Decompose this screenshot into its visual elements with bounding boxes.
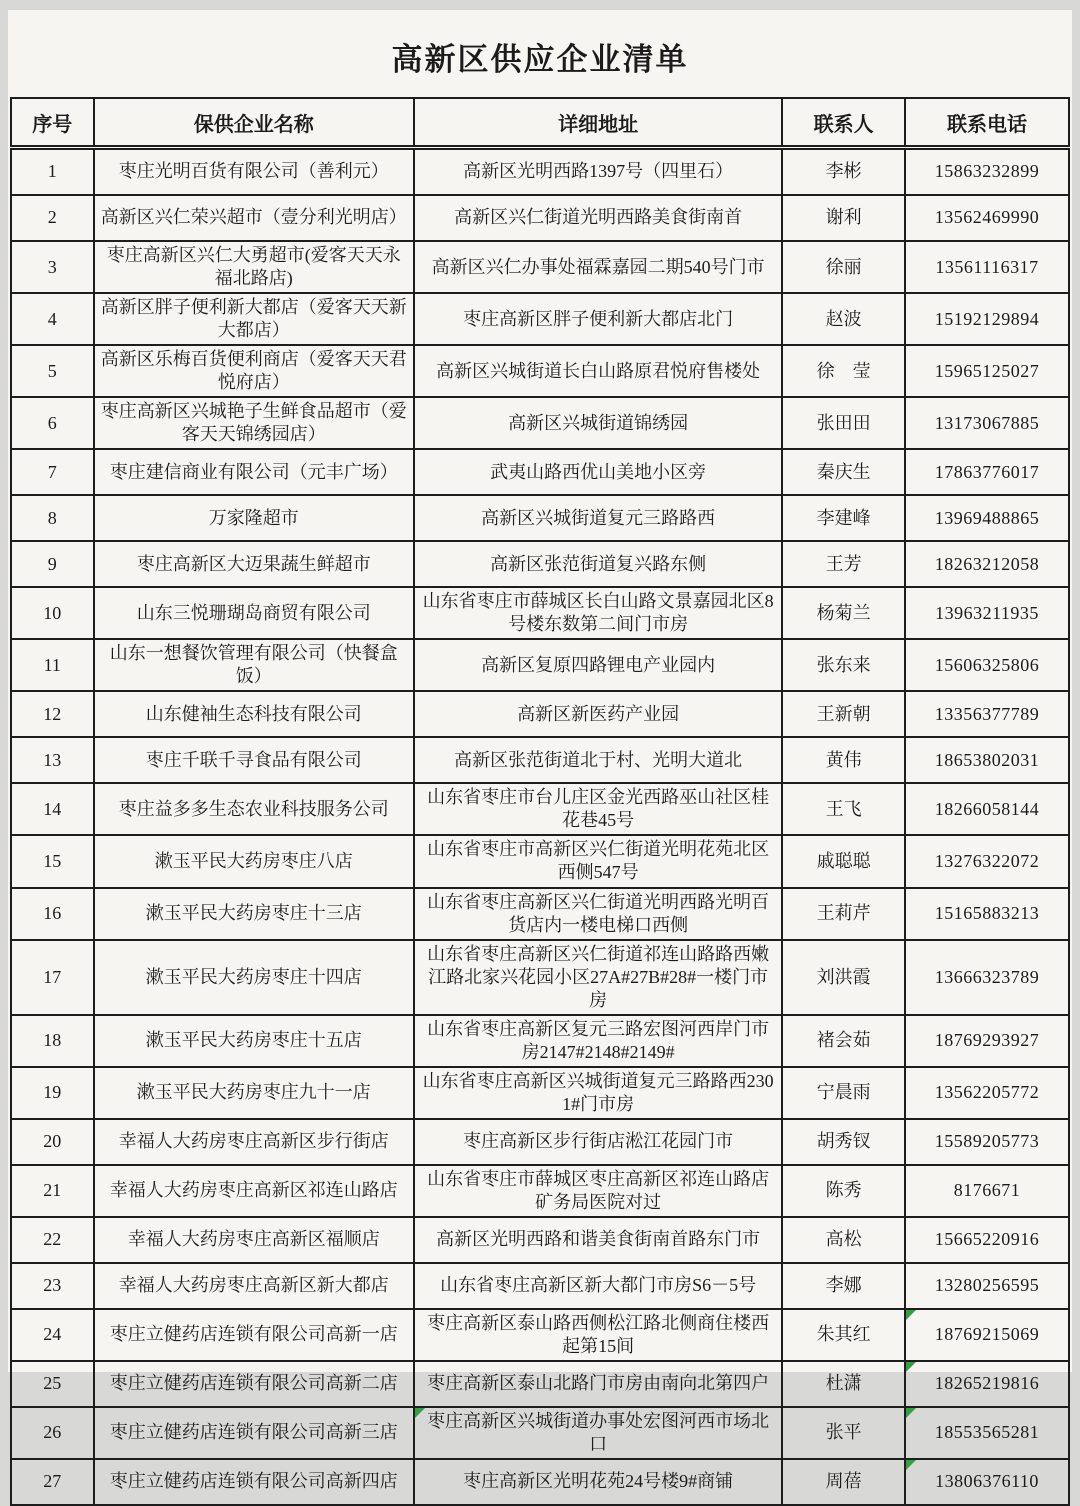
- row-no: 5: [11, 345, 94, 397]
- table-row: [11, 148, 1069, 196]
- row-phone: 15589205773: [905, 1119, 1069, 1165]
- table-header: [11, 98, 1069, 148]
- row-contact: 徐 莹: [782, 345, 905, 397]
- row-contact: 徐丽: [782, 241, 905, 293]
- row-no: 19: [11, 1067, 94, 1119]
- cell-comment-marker-icon: [906, 1310, 916, 1320]
- row-no: 24: [11, 1309, 94, 1361]
- row-contact: 张东来: [782, 639, 905, 691]
- row-phone: 18265219816: [905, 1361, 1069, 1407]
- row-contact: 朱其红: [782, 1309, 905, 1361]
- row-contact: 黄伟: [782, 737, 905, 783]
- row-no: 14: [11, 783, 94, 835]
- row-name: 枣庄立健药店连锁有限公司高新三店: [94, 1407, 415, 1459]
- row-name: 山东三悦珊瑚岛商贸有限公司: [94, 587, 415, 639]
- row-address: 山东省枣庄市薛城区长白山路文景嘉园北区8号楼东数第二间门市房: [414, 587, 782, 639]
- cell-comment-marker-icon: [906, 1408, 916, 1418]
- row-phone: 15606325806: [905, 639, 1069, 691]
- row-address: 山东省枣庄高新区新大都门市房S6－5号: [414, 1263, 782, 1309]
- row-phone: 18769215069: [905, 1309, 1069, 1361]
- row-phone: 13969488865: [905, 495, 1069, 541]
- row-address: 高新区张范街道北于村、光明大道北: [414, 737, 782, 783]
- row-no: 17: [11, 940, 94, 1015]
- row-no: 2: [11, 195, 94, 241]
- row-name: 山东健袖生态科技有限公司: [94, 691, 415, 737]
- table-row: [11, 1361, 1069, 1407]
- row-name: 枣庄高新区兴城艳子生鲜食品超市（爱客天天锦绣园店）: [94, 397, 415, 449]
- row-contact: 李彬: [782, 148, 905, 196]
- row-address: 高新区光明西路1397号（四里石）: [414, 148, 782, 196]
- row-phone: 17863776017: [905, 449, 1069, 495]
- table-row: [11, 737, 1069, 783]
- row-address: 高新区兴城街道长白山路原君悦府售楼处: [414, 345, 782, 397]
- row-no: 1: [11, 148, 94, 196]
- row-address: 山东省枣庄高新区兴仁街道光明西路光明百货店内一楼电梯口西侧: [414, 888, 782, 940]
- row-phone: 18553565281: [905, 1407, 1069, 1459]
- row-name: 枣庄光明百货有限公司（善利元）: [94, 148, 415, 196]
- row-address: 山东省枣庄高新区复元三路宏图河西岸门市房2147#2148#2149#: [414, 1015, 782, 1067]
- table-row: [11, 691, 1069, 737]
- row-no: 16: [11, 888, 94, 940]
- table-row: [11, 835, 1069, 887]
- row-phone: 13356377789: [905, 691, 1069, 737]
- table-row: [11, 1119, 1069, 1165]
- row-contact: 秦庆生: [782, 449, 905, 495]
- row-no: 13: [11, 737, 94, 783]
- row-contact: 王芳: [782, 541, 905, 587]
- row-contact: 李建峰: [782, 495, 905, 541]
- row-no: 22: [11, 1217, 94, 1263]
- table-body: [11, 148, 1069, 1505]
- paper-sheet: [8, 10, 1072, 1492]
- row-address: 山东省枣庄高新区兴仁街道祁连山路路西嫩江路北家兴花园小区27A#27B#28#一楼门市房: [414, 940, 782, 1015]
- cell-comment-marker-icon: [415, 1408, 425, 1418]
- row-name: 枣庄立健药店连锁有限公司高新四店: [94, 1459, 415, 1505]
- row-phone: 13666323789: [905, 940, 1069, 1015]
- row-name: 枣庄立健药店连锁有限公司高新一店: [94, 1309, 415, 1361]
- table-row: [11, 1165, 1069, 1217]
- table-row: [11, 293, 1069, 345]
- row-name: 枣庄高新区大迈果蔬生鲜超市: [94, 541, 415, 587]
- row-phone: 13561116317: [905, 241, 1069, 293]
- row-name: 幸福人大药房枣庄高新区祁连山路店: [94, 1165, 415, 1217]
- row-contact: 谢利: [782, 195, 905, 241]
- row-no: 9: [11, 541, 94, 587]
- row-name: 漱玉平民大药房枣庄十四店: [94, 940, 415, 1015]
- row-contact: 王新朝: [782, 691, 905, 737]
- row-phone: 18653802031: [905, 737, 1069, 783]
- row-contact: 高松: [782, 1217, 905, 1263]
- row-phone: 13276322072: [905, 835, 1069, 887]
- table-row: [11, 449, 1069, 495]
- row-address: 高新区兴仁街道光明西路美食街南首: [414, 195, 782, 241]
- row-address: 山东省枣庄市薛城区枣庄高新区祁连山路店矿务局医院对过: [414, 1165, 782, 1217]
- row-contact: 胡秀钗: [782, 1119, 905, 1165]
- row-address: 高新区复原四路锂电产业园内: [414, 639, 782, 691]
- row-no: 11: [11, 639, 94, 691]
- row-name: 幸福人大药房枣庄高新区福顺店: [94, 1217, 415, 1263]
- row-no: 12: [11, 691, 94, 737]
- row-no: 6: [11, 397, 94, 449]
- row-phone: 13173067885: [905, 397, 1069, 449]
- row-name: 枣庄高新区兴仁大勇超市(爱客天天永福北路店): [94, 241, 415, 293]
- row-address: 枣庄高新区光明花苑24号楼9#商铺: [414, 1459, 782, 1505]
- row-phone: 13806376110: [905, 1459, 1069, 1505]
- row-phone: 15965125027: [905, 345, 1069, 397]
- column-header-no: 序号: [11, 98, 94, 148]
- row-no: 3: [11, 241, 94, 293]
- row-no: 10: [11, 587, 94, 639]
- cell-comment-marker-icon: [906, 1460, 916, 1470]
- row-address: 枣庄高新区泰山北路门市房由南向北第四户: [414, 1361, 782, 1407]
- table-row: [11, 783, 1069, 835]
- row-name: 高新区兴仁荣兴超市（壹分利光明店）: [94, 195, 415, 241]
- table-row: [11, 1263, 1069, 1309]
- column-header-address: 详细地址: [414, 98, 782, 148]
- row-no: 7: [11, 449, 94, 495]
- row-name: 幸福人大药房枣庄高新区新大都店: [94, 1263, 415, 1309]
- row-no: 27: [11, 1459, 94, 1505]
- row-name: 漱玉平民大药房枣庄十五店: [94, 1015, 415, 1067]
- row-contact: 戚聪聪: [782, 835, 905, 887]
- row-name: 幸福人大药房枣庄高新区步行街店: [94, 1119, 415, 1165]
- row-phone: 13963211935: [905, 587, 1069, 639]
- row-address: 山东省枣庄市台儿庄区金光西路巫山社区桂花巷45号: [414, 783, 782, 835]
- row-phone: 18263212058: [905, 541, 1069, 587]
- row-phone: 13280256595: [905, 1263, 1069, 1309]
- row-name: 枣庄千联千寻食品有限公司: [94, 737, 415, 783]
- row-address: 高新区兴仁办事处福霖嘉园二期540号门市: [414, 241, 782, 293]
- table-row: [11, 241, 1069, 293]
- row-contact: 李娜: [782, 1263, 905, 1309]
- row-address: 高新区兴城街道复元三路路西: [414, 495, 782, 541]
- row-address: 高新区张范街道复兴路东侧: [414, 541, 782, 587]
- table-row: [11, 587, 1069, 639]
- row-name: 山东一想餐饮管理有限公司（快餐盒饭）: [94, 639, 415, 691]
- row-contact: 陈秀: [782, 1165, 905, 1217]
- row-phone: 15192129894: [905, 293, 1069, 345]
- row-address: 枣庄高新区步行街店淞江花园门市: [414, 1119, 782, 1165]
- table-row: [11, 541, 1069, 587]
- column-header-name: 保供企业名称: [94, 98, 415, 148]
- row-phone: 13562205772: [905, 1067, 1069, 1119]
- row-contact: 杨菊兰: [782, 587, 905, 639]
- row-address: 枣庄高新区胖子便利新大都店北门: [414, 293, 782, 345]
- row-contact: 周蓓: [782, 1459, 905, 1505]
- row-address: 高新区新医药产业园: [414, 691, 782, 737]
- table-row: [11, 1407, 1069, 1459]
- row-address: 枣庄高新区兴城街道办事处宏图河西市场北口: [414, 1407, 782, 1459]
- row-contact: 宁晨雨: [782, 1067, 905, 1119]
- table-row: [11, 1067, 1069, 1119]
- table-row: [11, 495, 1069, 541]
- row-name: 高新区胖子便利新大都店（爱客天天新大都店）: [94, 293, 415, 345]
- row-no: 4: [11, 293, 94, 345]
- row-name: 枣庄立健药店连锁有限公司高新二店: [94, 1361, 415, 1407]
- row-name: 漱玉平民大药房枣庄十三店: [94, 888, 415, 940]
- row-contact: 王莉芹: [782, 888, 905, 940]
- row-name: 漱玉平民大药房枣庄八店: [94, 835, 415, 887]
- row-address: 枣庄高新区泰山路西侧松江路北侧商住楼西起第15间: [414, 1309, 782, 1361]
- row-name: 万家隆超市: [94, 495, 415, 541]
- row-address: 高新区光明西路和谐美食街南首路东门市: [414, 1217, 782, 1263]
- row-contact: 杜潇: [782, 1361, 905, 1407]
- row-address: 山东省枣庄市高新区兴仁街道光明花苑北区西侧547号: [414, 835, 782, 887]
- row-phone: 18266058144: [905, 783, 1069, 835]
- row-phone: 18769293927: [905, 1015, 1069, 1067]
- column-header-contact: 联系人: [782, 98, 905, 148]
- row-no: 23: [11, 1263, 94, 1309]
- column-header-phone: 联系电话: [905, 98, 1069, 148]
- row-phone: 8176671: [905, 1165, 1069, 1217]
- row-phone: 15863232899: [905, 148, 1069, 196]
- table-row: [11, 397, 1069, 449]
- row-address: 山东省枣庄高新区兴城街道复元三路路西2301#门市房: [414, 1067, 782, 1119]
- row-no: 8: [11, 495, 94, 541]
- table-row: [11, 1459, 1069, 1505]
- table-row: [11, 345, 1069, 397]
- row-no: 25: [11, 1361, 94, 1407]
- row-contact: 褚会茹: [782, 1015, 905, 1067]
- table-row: [11, 888, 1069, 940]
- row-contact: 赵波: [782, 293, 905, 345]
- row-no: 21: [11, 1165, 94, 1217]
- cell-comment-marker-icon: [906, 1362, 916, 1372]
- table-row: [11, 195, 1069, 241]
- row-no: 26: [11, 1407, 94, 1459]
- row-contact: 张平: [782, 1407, 905, 1459]
- table-row: [11, 639, 1069, 691]
- row-phone: 13562469990: [905, 195, 1069, 241]
- table-row: [11, 940, 1069, 1015]
- table-row: [11, 1217, 1069, 1263]
- row-phone: 15165883213: [905, 888, 1069, 940]
- supply-enterprise-table: [10, 97, 1070, 1506]
- row-no: 20: [11, 1119, 94, 1165]
- row-name: 高新区乐梅百货便利商店（爱客天天君悦府店）: [94, 345, 415, 397]
- row-name: 枣庄益多多生态农业科技服务公司: [94, 783, 415, 835]
- row-address: 高新区兴城街道锦绣园: [414, 397, 782, 449]
- row-contact: 王飞: [782, 783, 905, 835]
- row-contact: 张田田: [782, 397, 905, 449]
- table-row: [11, 1309, 1069, 1361]
- page-title: 高新区供应企业清单: [391, 42, 689, 77]
- row-no: 15: [11, 835, 94, 887]
- row-contact: 刘洪霞: [782, 940, 905, 1015]
- table-row: [11, 1015, 1069, 1067]
- row-phone: 15665220916: [905, 1217, 1069, 1263]
- row-address: 武夷山路西优山美地小区旁: [414, 449, 782, 495]
- row-no: 18: [11, 1015, 94, 1067]
- row-name: 漱玉平民大药房枣庄九十一店: [94, 1067, 415, 1119]
- row-name: 枣庄建信商业有限公司（元丰广场）: [94, 449, 415, 495]
